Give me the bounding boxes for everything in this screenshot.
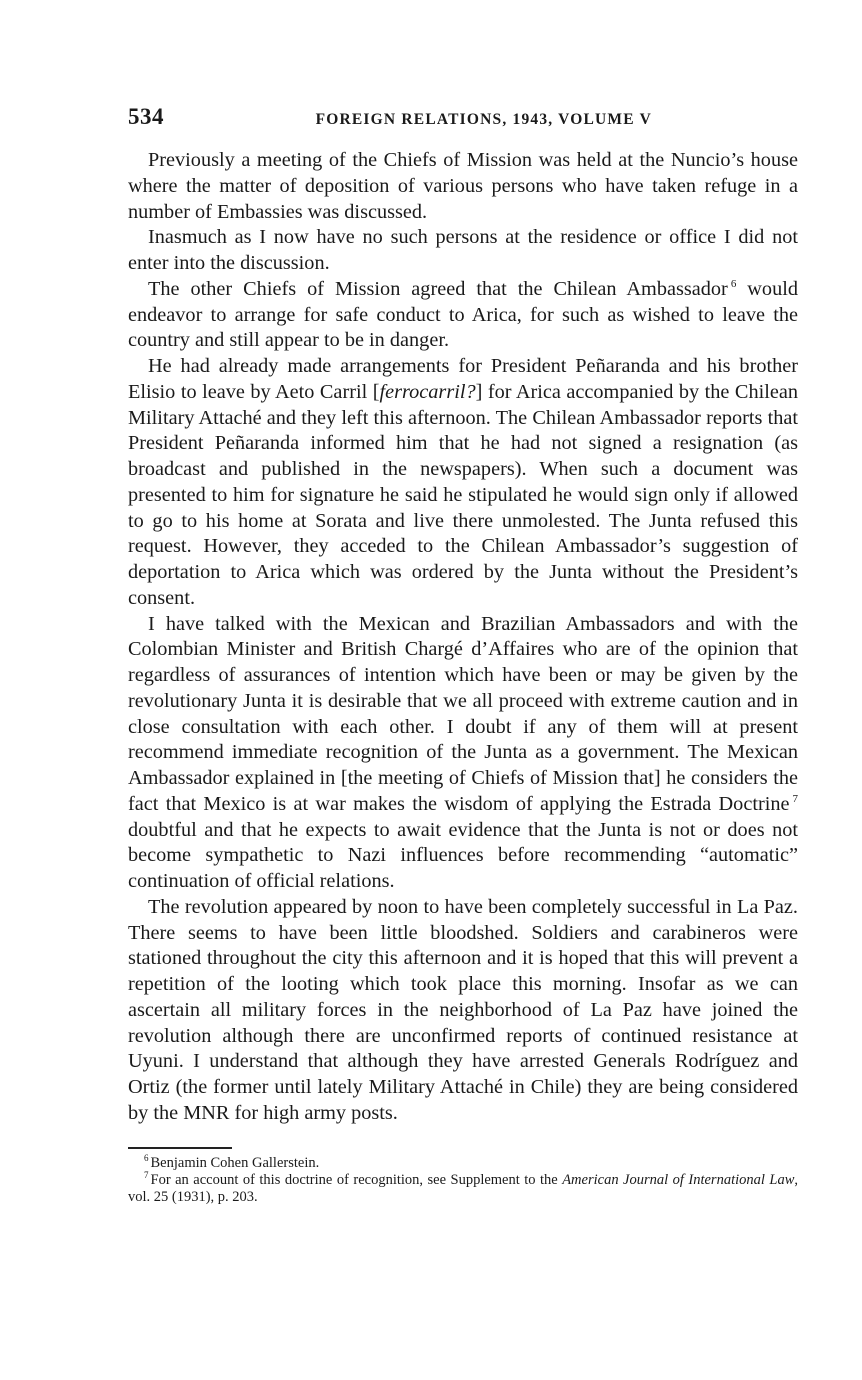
paragraph-text: He had already made arrangements for President Peñaranda and his brother Elisio to leave by Aeto Carril [ <box>128 355 798 403</box>
paragraph-text: The other Chiefs of Mission agreed that the Chilean Ambassador <box>148 277 728 300</box>
footnote-divider <box>128 1147 232 1149</box>
paragraph-text: would endeavor to arrange for safe conduct to Arica, for such as wished to leave the country and still appear to be in danger. <box>128 277 798 352</box>
footnote-text: For an account of this doctrine of recognition, see Supplement to the <box>150 1171 563 1188</box>
footnote-mark: 6 <box>144 1152 149 1163</box>
paragraph <box>128 612 798 895</box>
body-text <box>128 148 798 1127</box>
paragraph: Inasmuch as I now have no such persons at the residence or office I did not enter into the discussion. <box>128 226 798 274</box>
paragraph <box>128 354 798 612</box>
footnote-source-title: American Journal of International Law <box>562 1171 795 1188</box>
footnote-reference: 7 <box>792 792 798 805</box>
footnote-text: , vol. 25 (1931), p. 203. <box>128 1171 799 1205</box>
page-header <box>128 104 798 134</box>
document-page <box>128 104 798 1206</box>
paragraph-text: ] for Arica accompanied by the Chilean Military Attaché and they left this afternoon. The Chilean Ambassador reports that President Peñaranda informed him that he had not signed a resignation (as broadcast and published in the newspapers). When such a document was presented to him for signature he said he stipulated he would sign only if allowed to go to his home at Sorata and live there unmolested. The Junta refused this request. However, they acceded to the Chilean Ambassador’s suggestion of deportation to Arica which was ordered by the Junta without the President’s consent. <box>128 380 798 609</box>
editorial-insertion: ferrocarril? <box>379 380 476 403</box>
page-number: 534 <box>128 104 164 129</box>
footnote-mark: 7 <box>144 1169 149 1180</box>
paragraph <box>128 277 798 354</box>
running-head: FOREIGN RELATIONS, 1943, VOLUME V <box>315 111 652 128</box>
paragraph-text: doubtful and that he expects to await evidence that the Junta is not or does not become sympathetic to Nazi influences before recommending “automatic” continuation of official relations. <box>128 818 798 892</box>
footnote-text: Benjamin Cohen Gallerstein. <box>150 1154 320 1171</box>
paragraph: Previously a meeting of the Chiefs of Mission was held at the Nuncio’s house where the matter of deposition of various persons who have taken refuge in a number of Embassies was discussed. <box>128 149 798 223</box>
footnote-reference: 6 <box>730 277 737 290</box>
footnote <box>128 1169 799 1206</box>
paragraph: The revolution appeared by noon to have been completely successful in La Paz. There seems to have been little bloodshed. Soldiers and carabineros were stationed throughout the city this afternoon and it is hoped that this will prevent a repetition of the looting which took place this morning. Insofar as we can ascertain all military forces in the neighborhood of La Paz have joined the revolution although there are unconfirmed reports of continued resistance at Uyuni. I understand that although they have arrested Generals Rodríguez and Ortiz (the former until lately Military Attaché in Chile) they are being considered by the MNR for high army posts. <box>128 895 798 1124</box>
footnotes <box>128 1152 799 1206</box>
footnote <box>128 1152 798 1172</box>
paragraph-text: I have talked with the Mexican and Brazilian Ambassadors and with the Colombian Minister and British Chargé d’Affaires who are of the opinion that regardless of assurances of intention which have been or may be given by the revolutionary Junta it is desirable that we all proceed with extreme caution and in close consultation with each other. I doubt if any of them will at present recommend immediate recognition of the Junta as a government. The Mexican Ambassador explained in [the meeting of Chiefs of Mission that] he considers the fact that Mexico is at war makes the wisdom of applying the Estrada Doctrine <box>128 612 798 815</box>
